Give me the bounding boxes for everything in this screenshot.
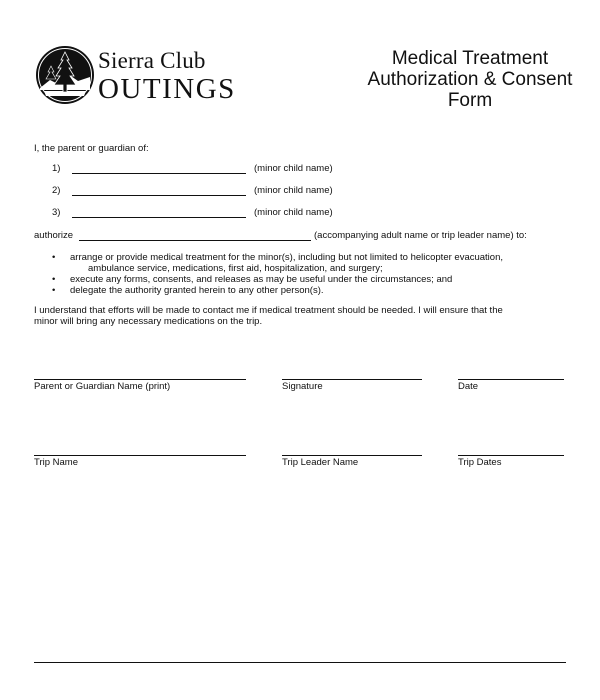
trip-leader-name-field[interactable] [282,455,422,456]
parent-name-label: Parent or Guardian Name (print) [34,381,171,392]
trip-leader-name-label: Trip Leader Name [282,457,359,468]
understanding-text-line-2: minor will bring any necessary medications on the trip. [34,316,263,327]
bullet-text: delegate the authority granted herein to any other person(s). [70,285,324,296]
authorized-adult-field[interactable] [79,240,311,241]
bullet-text: arrange or provide medical treatment for the minor(s), including but not limited to helicopter evacuation, [70,252,503,263]
authorize-label: authorize [34,230,74,241]
trip-dates-field[interactable] [458,455,564,456]
form-title-line-1: Medical Treatment [391,48,549,69]
signature-field[interactable] [282,379,422,380]
authorize-hint: (accompanying adult name or trip leader name) to: [314,230,527,241]
understanding-text-line-1: I understand that efforts will be made to contact me if medical treatment should be needed. I will ensure that the [34,305,503,316]
trip-name-field[interactable] [34,455,246,456]
bullet-text: execute any forms, consents, and releases as may be useful under the circumstances; and [70,274,453,285]
child-name-hint-2: (minor child name) [254,185,333,196]
bullet-text-continued: ambulance service, medications, first aid, hospitalization, and surgery; [88,263,383,274]
child-name-hint-3: (minor child name) [254,207,333,218]
child-number-2: 2) [52,185,61,196]
child-number-1: 1) [52,163,61,174]
authorized-actions-list [52,252,592,296]
list-item [52,274,592,285]
logo-wordmark-sierra-club: Sierra Club [98,48,206,73]
child-name-field-3[interactable] [72,217,246,218]
bullet-icon: • [52,252,56,263]
form-title-line-2: Authorization & Consent [367,69,573,90]
intro-text: I, the parent or guardian of: [34,143,149,154]
child-name-hint-1: (minor child name) [254,163,333,174]
tree-seal-icon [34,44,96,106]
form-title [340,48,600,111]
bullet-icon: • [52,285,56,296]
child-number-3: 3) [52,207,61,218]
form-title-line-3: Form [447,90,493,111]
footer-divider [34,662,566,663]
child-name-field-1[interactable] [72,173,246,174]
bullet-icon: • [52,274,56,285]
logo-wordmark-outings: OUTINGS [98,73,236,105]
signature-label: Signature [282,381,323,392]
trip-name-label: Trip Name [34,457,78,468]
list-item [52,285,592,296]
date-label: Date [458,381,479,392]
sierra-club-outings-logo [34,44,234,108]
date-field[interactable] [458,379,564,380]
child-name-field-2[interactable] [72,195,246,196]
parent-name-field[interactable] [34,379,246,380]
list-item [52,252,592,274]
trip-dates-label: Trip Dates [458,457,502,468]
